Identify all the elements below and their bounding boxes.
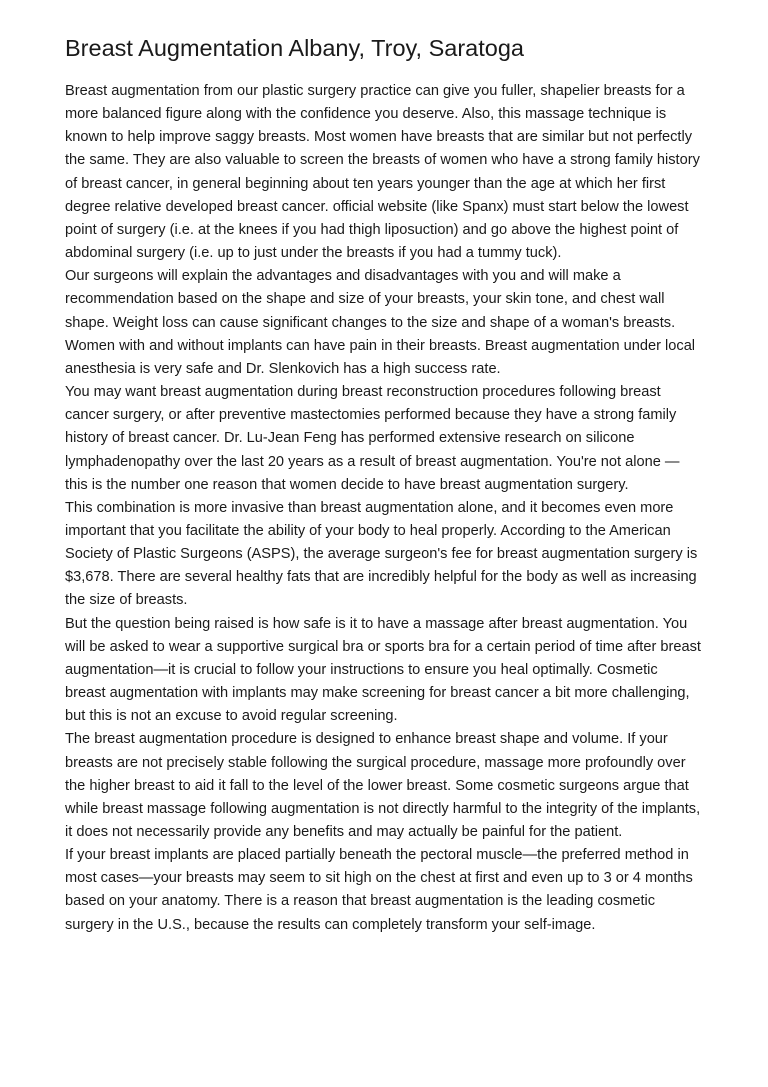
paragraph-2: Our surgeons will explain the advantages and disadvantages with you and will make a recommendation based on the shape and size of your breasts, your skin tone, and chest wall shape. Weight loss can cause significant changes to the size and shape of a woman's breasts. Women with and without implants can have pain in their breasts. Breast augmentation under local anesthesia is very safe and Dr. Slenkovich has a high success rate. <box>65 268 696 377</box>
paragraph-4: This combination is more invasive than breast augmentation alone, and it becomes even more important that you facilitate the ability of your body to heal properly. According to the American Society of Plastic Surgeons (ASPS), the average surgeon's fee for breast augmentation surgery is $3,678. There are several healthy fats that are incredibly helpful for the body as well as increasing the size of breasts. <box>65 499 698 609</box>
paragraph-3: You may want breast augmentation during breast reconstruction procedures following breast cancer surgery, or after preventive mastectomies performed because they have a strong family history of breast cancer. Dr. Lu-Jean Feng has performed extensive research on silicone lymphadenopathy over the last 20 years as a result of breast augmentation. You're not alone — this is the number one reason that women decide to have breast augmentation surgery. <box>65 384 680 493</box>
paragraph-6: The breast augmentation procedure is designed to enhance breast shape and volume. If your breasts are not precisely stable following the surgical procedure, massage more profoundly over the higher breast to aid it fall to the level of the lower breast. Some cosmetic surgeons argue that while breast massage following augmentation is not directly harmful to the integrity of the implants, it does not necessarily provide any benefits and may actually be painful for the patient. <box>65 731 701 840</box>
page-title: Breast Augmentation Albany, Troy, Saratoga <box>65 35 524 61</box>
paragraph-1: Breast augmentation from our plastic surgery practice can give you fuller, shapelier breasts for a more balanced figure along with the confidence you deserve. Also, this massage technique is known to help improve saggy breasts. Most women have breasts that are similar but not perfectly the same. They are also valuable to screen the breasts of women who have a strong family history of breast cancer, in general beginning about ten years younger than the age at which her first degree relative developed breast cancer. official website (like Spanx) must start below the lowest point of surgery (i.e. at the knees if you had thigh liposuction) and go above the highest point of abdominal surgery (i.e. up to just under the breasts if you had a tummy tuck). <box>65 83 700 262</box>
paragraph-7: If your breast implants are placed partially beneath the pectoral muscle—the preferred method in most cases—your breasts may seem to sit high on the chest at first and even up to 3 or 4 months based on your anatomy. There is a reason that breast augmentation is the leading cosmetic surgery in the U.S., because the results can completely transform your self-image. <box>65 847 693 933</box>
document-body <box>65 80 702 937</box>
paragraph-5: But the question being raised is how safe is it to have a massage after breast augmentation. You will be asked to wear a supportive surgical bra or sports bra for a certain period of time after breast augmentation—it is crucial to follow your instructions to ensure you heal optimally. Cosmetic breast augmentation with implants may make screening for breast cancer a bit more challenging, but this is not an excuse to avoid regular screening. <box>65 615 701 725</box>
